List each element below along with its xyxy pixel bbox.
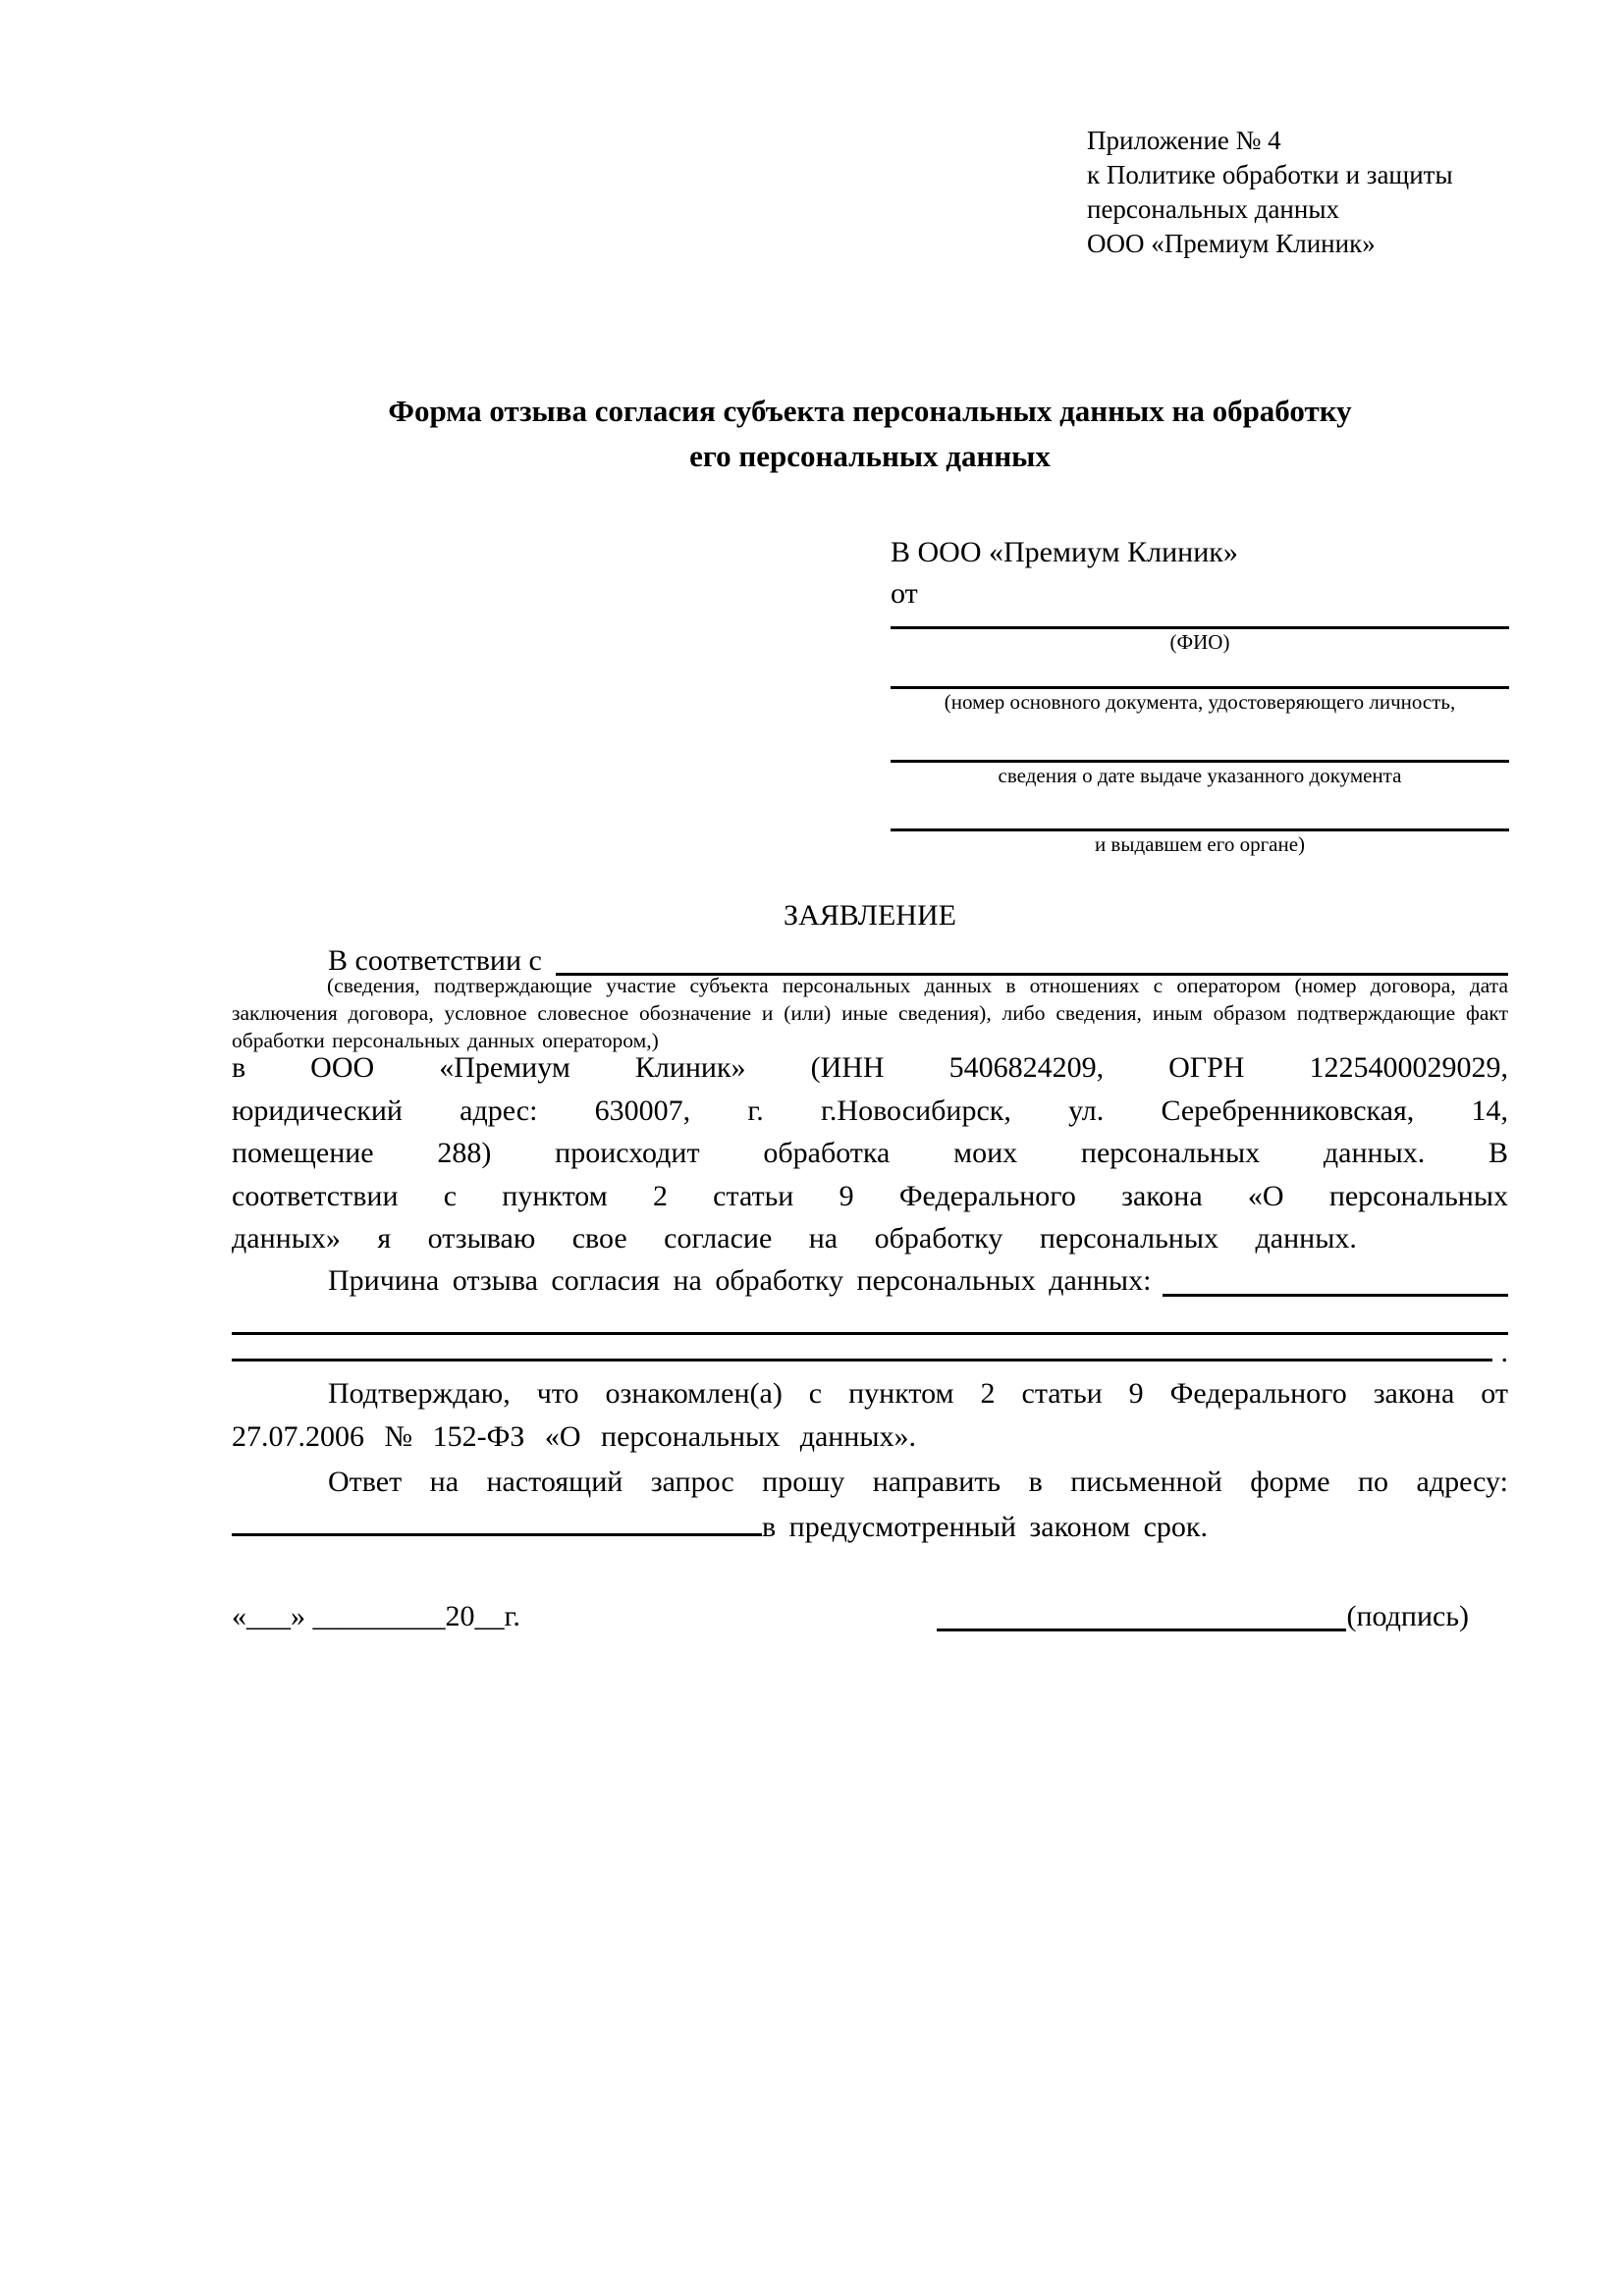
document-number-field bbox=[891, 686, 1509, 715]
appendix-line-1: Приложение № 4 bbox=[1087, 126, 1281, 155]
appendix-block bbox=[1087, 124, 1453, 261]
participation-note: (сведения, подтверждающие участие субъекта персональных данных в отношениях с оператором (номер договора, дата заключения договора, условное словесное обозначение и (или) иные сведения), либо сведения, иным образом подтверждающие факт обработки персональных данных оператором,) bbox=[232, 974, 1508, 1052]
document-title bbox=[232, 389, 1508, 479]
document-title-line-2: его персональных данных bbox=[689, 439, 1051, 473]
reason-extra-blank-row-2 bbox=[232, 1336, 1508, 1368]
appendix-line-4: ООО «Премиум Клиник» bbox=[1087, 229, 1376, 258]
reason-end-period: . bbox=[1500, 1336, 1508, 1368]
date-blank: «___» _________20__г. bbox=[232, 1600, 520, 1632]
reply-deadline-text: в предусмотренный законом срок. bbox=[762, 1511, 1208, 1543]
issue-date-field bbox=[891, 760, 1509, 788]
reply-paragraph bbox=[232, 1461, 1508, 1549]
reason-blank-line bbox=[1163, 1294, 1508, 1297]
fio-field bbox=[891, 626, 1509, 655]
fio-caption: (ФИО) bbox=[1169, 630, 1230, 654]
appendix-line-2: к Политике обработки и защиты bbox=[1087, 160, 1453, 189]
reply-address-blank-line bbox=[232, 1504, 762, 1536]
statement-body: в ООО «Премиум Клиник» (ИНН 5406824209, ОГРН 1225400029029, юридический адрес: 630007, г. г.Новосибирск, ул. Серебренниковская, 14, помещение 288) происходит обработка моих персональных данных. В соответствии с пунктом 2 статьи 9 Федерального закона «О персональных данных» я отзываю свое согласие на обработку персональных данных. bbox=[232, 1051, 1508, 1255]
reply-request-text: Ответ на настоящий запрос прошу направить в письменной форме по адресу: bbox=[328, 1466, 1508, 1498]
accordance-prefix: В соответствии с bbox=[328, 944, 542, 977]
reason-line bbox=[232, 1259, 1508, 1303]
from-label: от bbox=[891, 577, 918, 610]
issuing-authority-caption: и выдавшем его органе) bbox=[1094, 832, 1306, 856]
addressee-organization: В ООО «Премиум Клиник» bbox=[891, 536, 1238, 568]
signature-caption: (подпись) bbox=[1346, 1600, 1469, 1632]
signature-group bbox=[937, 1594, 1469, 1639]
appendix-line-3: персональных данных bbox=[1087, 194, 1339, 224]
addressee-block bbox=[891, 532, 1509, 857]
document-number-caption: (номер основного документа, удостоверяющего личность, bbox=[944, 690, 1456, 714]
reason-label: Причина отзыва согласия на обработку персональных данных: bbox=[328, 1264, 1152, 1297]
statement-heading: ЗАЯВЛЕНИЕ bbox=[784, 899, 956, 932]
issue-date-caption: сведения о дате выдаче указанного документа bbox=[998, 764, 1402, 787]
confirmation-paragraph: Подтверждаю, что ознакомлен(а) с пунктом 2 статьи 9 Федерального закона от 27.07.2006 № 152-ФЗ «О персональных данных». bbox=[232, 1377, 1508, 1453]
date-signature-row bbox=[232, 1594, 1508, 1639]
reason-extra-blank-line-2 bbox=[232, 1359, 1492, 1362]
reason-extra-blank-line-1 bbox=[232, 1312, 1508, 1335]
signature-blank-line bbox=[937, 1629, 1346, 1631]
issuing-authority-field bbox=[891, 828, 1509, 857]
document-title-line-1: Форма отзыва согласия субъекта персональных данных на обработку bbox=[388, 394, 1352, 428]
